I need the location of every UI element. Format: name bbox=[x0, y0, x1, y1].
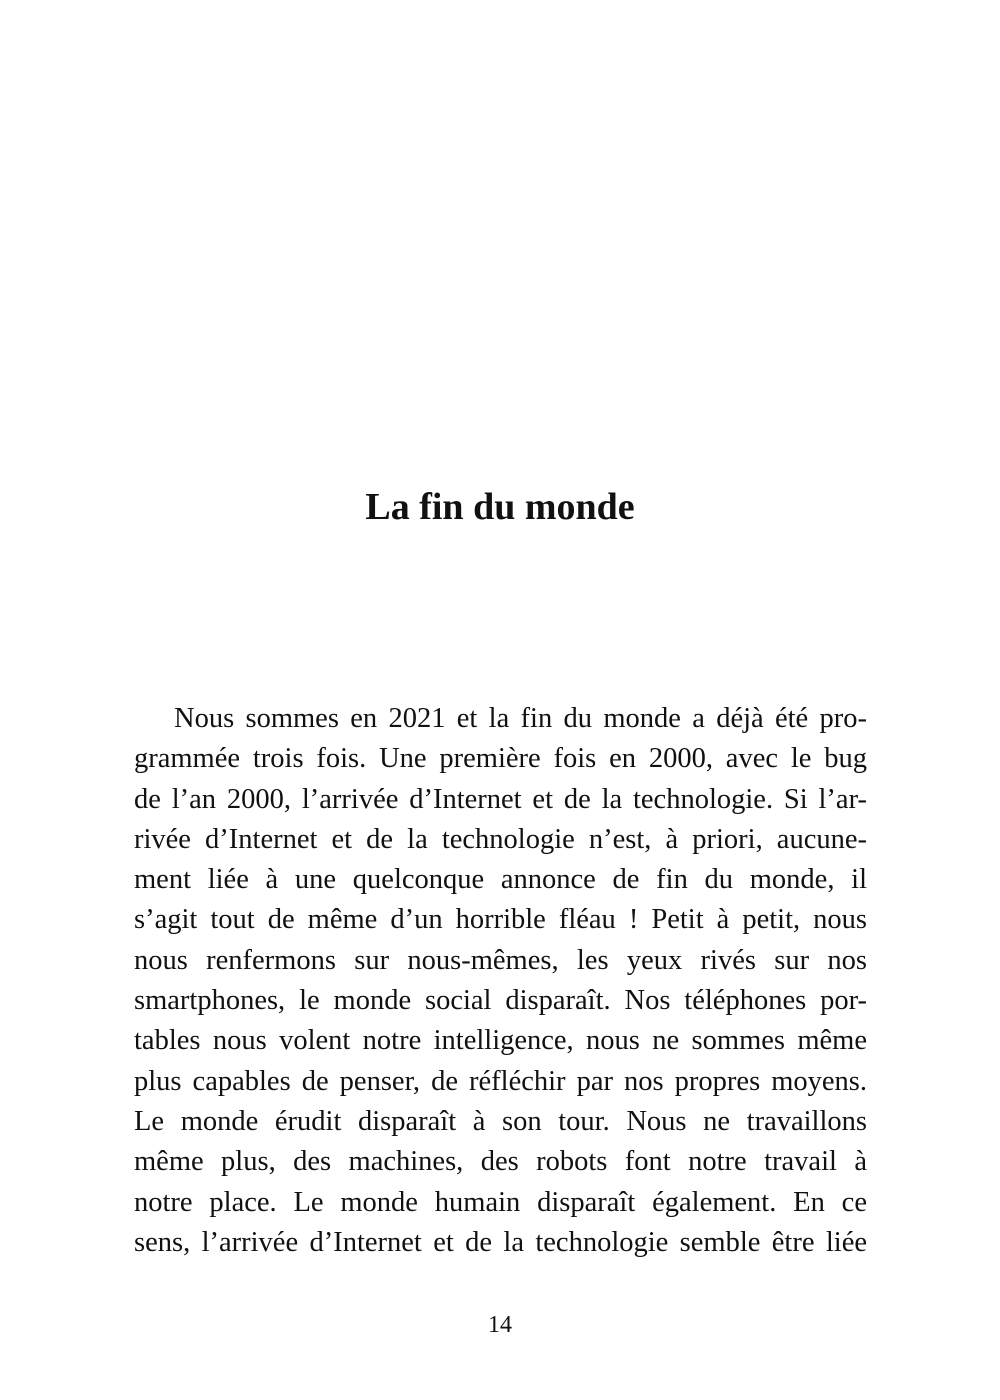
chapter-paragraph bbox=[134, 699, 867, 1263]
paragraph-line: sens, l’arrivée d’Internet et de la technologie semble être liée bbox=[134, 1226, 867, 1258]
paragraph-line: smartphones, le monde social disparaît. Nos téléphones por- bbox=[134, 985, 867, 1017]
paragraph-line: ment liée à une quelconque annonce de fin du monde, il bbox=[134, 864, 867, 896]
page-number: 14 bbox=[488, 1312, 512, 1338]
paragraph-line: grammée trois fois. Une première fois en 2000, avec le bug bbox=[134, 743, 867, 775]
paragraph-line: plus capables de penser, de réfléchir par nos propres moyens. bbox=[134, 1065, 867, 1097]
paragraph-line: s’agit tout de même d’un horrible fléau ! Petit à petit, nous bbox=[134, 904, 867, 936]
paragraph-line: de l’an 2000, l’arrivée d’Internet et de la technologie. Si l’ar- bbox=[134, 783, 867, 815]
paragraph-line: Le monde érudit disparaît à son tour. Nous ne travaillons bbox=[134, 1105, 867, 1137]
paragraph-line: Nous sommes en 2021 et la fin du monde a déjà été pro- bbox=[174, 703, 867, 734]
paragraph-line: rivée d’Internet et de la technologie n’est, à priori, aucune- bbox=[134, 823, 867, 855]
chapter-title: La fin du monde bbox=[365, 486, 635, 528]
paragraph-line: notre place. Le monde humain disparaît également. En ce bbox=[134, 1186, 867, 1218]
paragraph-line: nous renfermons sur nous-mêmes, les yeux rivés sur nos bbox=[134, 944, 867, 976]
paragraph-line: même plus, des machines, des robots font notre travail à bbox=[134, 1146, 867, 1178]
paragraph-line: tables nous volent notre intelligence, nous ne sommes même bbox=[134, 1025, 867, 1057]
